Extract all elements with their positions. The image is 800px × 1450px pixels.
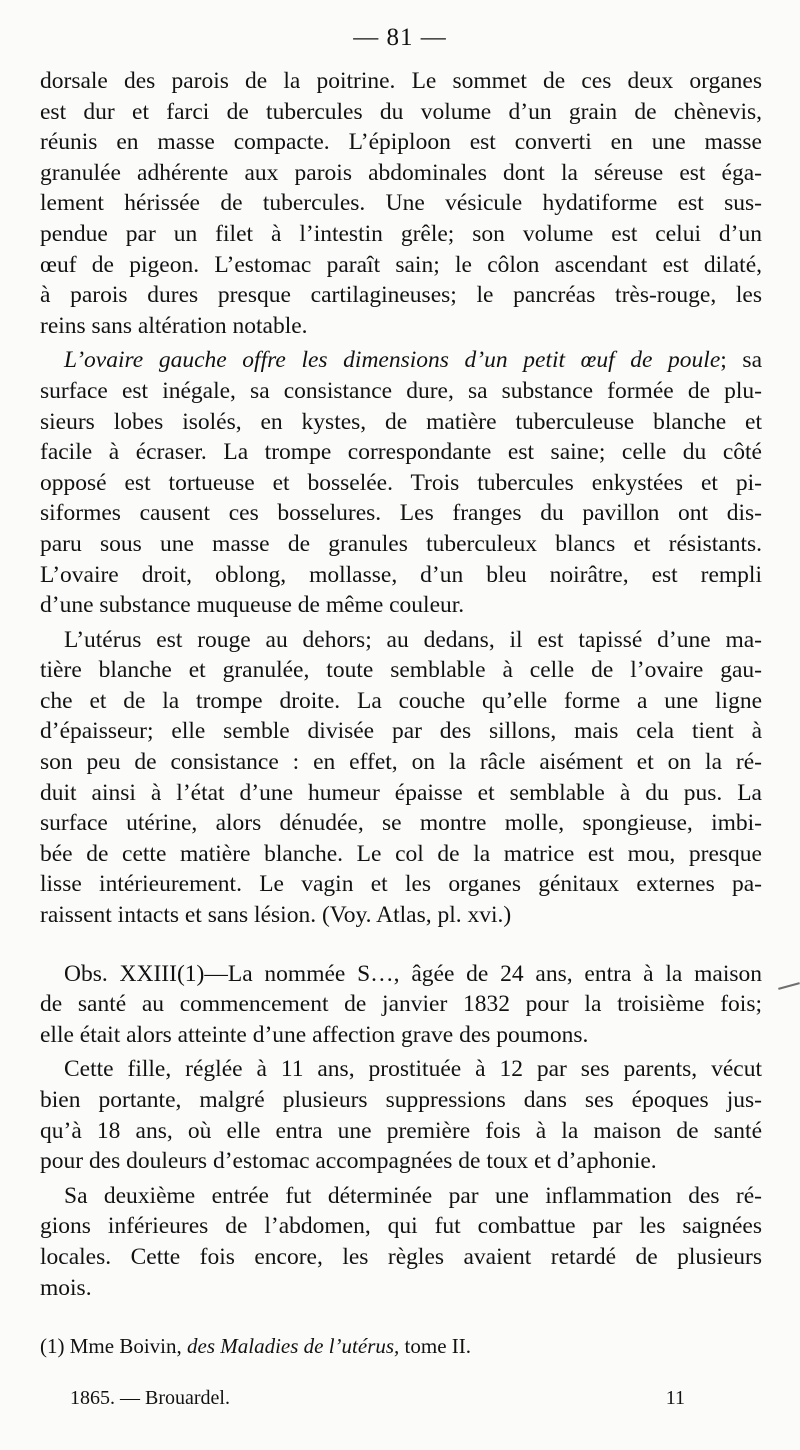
text-line: bée de cette matière blanche. Le col de la matrice est mou, presque	[40, 840, 762, 867]
text-line: duit ainsi à l’état d’une humeur épaisse et semblable à du pus. La	[40, 779, 762, 806]
text-line: est dur et farci de tubercules du volume d’un grain de chènevis,	[40, 98, 762, 125]
text-line: siformes causent ces bosselures. Les franges du pavillon ont dis-	[40, 500, 762, 527]
paragraph	[40, 625, 762, 931]
text-line: à parois dures presque cartilagineuses; le pancréas très-rouge, les	[40, 282, 762, 309]
text-line: sieurs lobes isolés, en kystes, de matière tuberculeuse blanche et	[40, 408, 762, 435]
paragraph	[40, 66, 762, 341]
text-line: granulée adhérente aux parois abdominales dont la séreuse est éga-	[40, 159, 762, 186]
text-line: pour des douleurs d’estomac accompagnées de toux et d’aphonie.	[40, 1148, 657, 1175]
text-line: gions inférieures de l’abdomen, qui fut combattue par les saignées	[40, 1213, 762, 1240]
page-number: — 81 —	[353, 24, 447, 51]
text-line: Sa deuxième entrée fut déterminée par une inflammation des ré-	[64, 1182, 762, 1209]
text-line: d’épaisseur; elle semble divisée par des sillons, mais cela tient à	[40, 718, 762, 745]
footer-sheet-number: 11	[665, 1387, 685, 1409]
text-line: opposé est tortueuse et bosselée. Trois tubercules enkystées et pi-	[40, 469, 762, 496]
body-text	[40, 66, 762, 1303]
footnote-title: des Maladies de l’utérus,	[187, 1334, 400, 1358]
text-line: pendue par un filet à l’intestin grêle; son volume est celui d’un	[40, 220, 762, 247]
paragraph	[40, 345, 762, 620]
page-footer	[70, 1387, 685, 1410]
text-line: de santé au commencement de janvier 1832 pour la troisième fois;	[40, 991, 762, 1018]
paragraph	[40, 1054, 762, 1176]
text-line: che et de la trompe droite. La couche qu’elle forme a une ligne	[40, 687, 762, 714]
footnote-rest: tome II.	[399, 1334, 472, 1358]
text-line: dorsale des parois de la poitrine. Le sommet de ces deux organes	[40, 68, 762, 94]
text-line: paru sous une masse de granules tuberculeux blancs et résistants.	[40, 530, 762, 557]
text-line: Obs. XXIII(1)—La nommée S…, âgée de 24 ans, entra à la maison	[64, 960, 762, 987]
text-line: locales. Cette fois encore, les règles avaient retardé de plusieurs	[40, 1243, 762, 1270]
margin-mark	[778, 982, 800, 990]
text-line: qu’à 18 ans, où elle entra une première fois à la maison de santé	[40, 1117, 762, 1144]
text-line: facile à écraser. La trompe correspondante est saine; celle du côté	[40, 439, 762, 466]
text-line: lement hérissée de tubercules. Une vésicule hydatiforme est sus-	[40, 190, 762, 217]
text-line: réunis en masse compacte. L’épiploon est converti en une masse	[40, 129, 762, 156]
text-line: d’une substance muqueuse de même couleur.	[40, 592, 465, 619]
text-line: elle était alors atteinte d’une affection grave des poumons.	[40, 1021, 589, 1048]
text-fragment: ; sa	[720, 347, 762, 374]
text-line: reins sans altération notable.	[40, 312, 308, 339]
footnote-marker: (1) Mme Boivin,	[40, 1334, 187, 1358]
text-line: L’ovaire droit, oblong, mollasse, d’un bleu noirâtre, est rempli	[40, 561, 762, 588]
italic-phrase: L’ovaire gauche offre les dimensions d’un petit œuf de poule	[64, 347, 721, 374]
text-line: L’utérus est rouge au dehors; au dedans, il est tapissé d’une ma-	[64, 626, 762, 653]
text-line: œuf de pigeon. L’estomac paraît sain; le côlon ascendant est dilaté,	[40, 251, 762, 278]
paragraph	[40, 1181, 762, 1303]
text-line: bien portante, malgré plusieurs suppressions dans ses époques jus-	[40, 1087, 762, 1113]
text-line: surface utérine, alors dénudée, se montre molle, spongieuse, imbi-	[40, 810, 762, 837]
footer-signature: 1865. — Brouardel.	[70, 1387, 230, 1409]
text-line: mois.	[40, 1274, 92, 1301]
text-line: son peu de consistance : en effet, on la râcle aisément et on la ré-	[40, 749, 762, 776]
text-line: raissent intacts et sans lésion. (Voy. Atlas, pl. xvi.)	[40, 902, 512, 929]
text-line: lisse intérieurement. Le vagin et les organes génitaux externes pa-	[40, 871, 762, 898]
text-line: Cette fille, réglée à 11 ans, prostituée à 12 par ses parents, vécut	[64, 1056, 762, 1083]
footnote	[40, 1334, 471, 1359]
observation-paragraph	[40, 959, 762, 1051]
text-line: tière blanche et granulée, toute semblable à celle de l’ovaire gau-	[40, 657, 762, 684]
text-line: surface est inégale, sa consistance dure, sa substance formée de plu-	[40, 377, 762, 404]
text-line	[40, 345, 762, 376]
